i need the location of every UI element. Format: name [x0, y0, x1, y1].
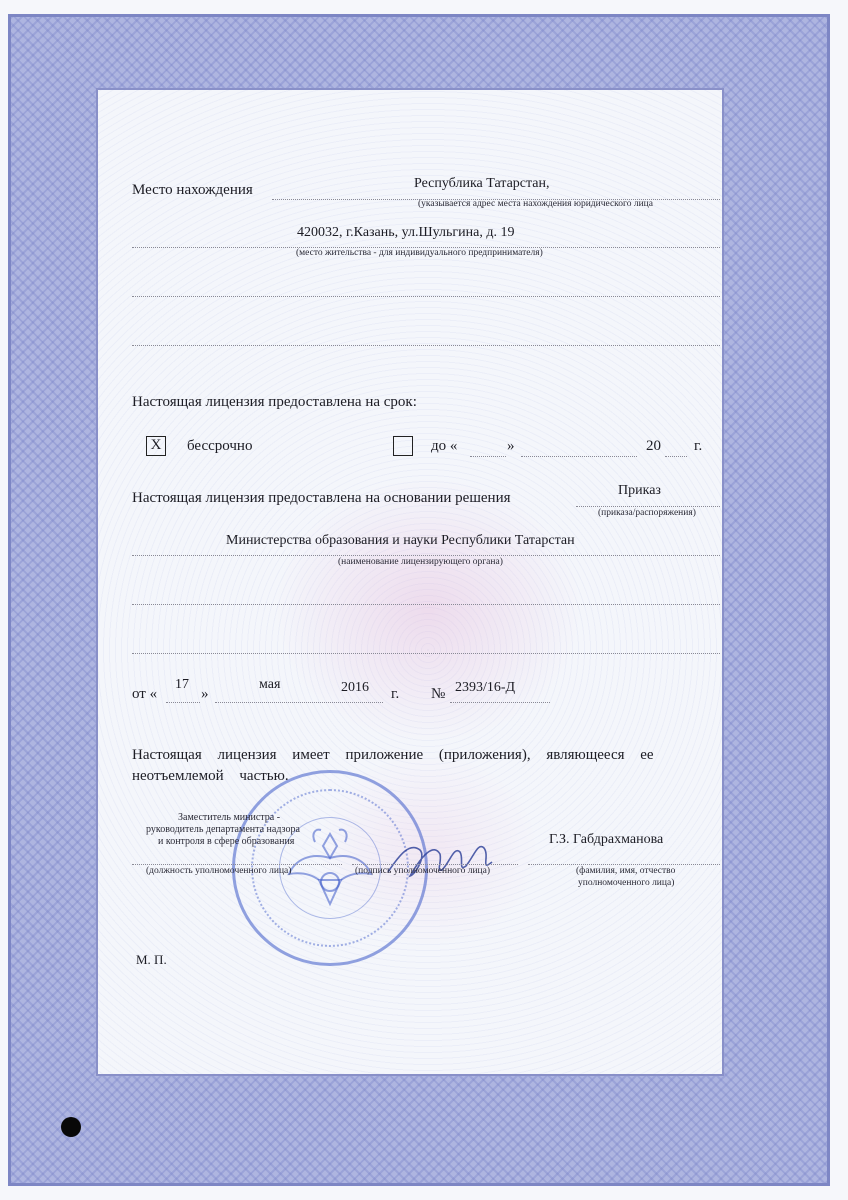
basis-doc-line [576, 506, 720, 507]
date-day: 17 [175, 677, 189, 692]
until-year-line [665, 456, 687, 457]
basis-authority-caption: (наименование лицензирующего органа) [338, 557, 503, 567]
date-month: мая [259, 677, 281, 692]
until-month-line [521, 456, 637, 457]
basis-authority-line [132, 555, 720, 556]
blank-line-4 [132, 653, 720, 654]
unlimited-label: бессрочно [187, 438, 253, 454]
decision-number-line [450, 702, 550, 703]
date-close-quote: » [201, 686, 209, 702]
punch-hole [61, 1117, 81, 1137]
date-year: 2016 [341, 680, 369, 695]
date-day-line [166, 702, 200, 703]
name-line [528, 864, 720, 865]
location-caption-2: (место жительства - для индивидуального предпринимателя) [296, 248, 543, 258]
unlimited-checkbox: X [146, 436, 166, 456]
location-address: 420032, г.Казань, ул.Шульгина, д. 19 [297, 225, 515, 240]
basis-doc-caption: (приказа/распоряжения) [598, 508, 696, 518]
blank-line-2 [132, 345, 720, 346]
signature-caption: (подпись уполномоченного лица) [355, 866, 491, 876]
number-sign: № [431, 686, 446, 702]
signature-line [352, 864, 518, 865]
decision-number: 2393/16-Д [455, 680, 516, 695]
basis-doc-type: Приказ [618, 483, 661, 498]
until-prefix: до « [431, 438, 458, 454]
blank-line-3 [132, 604, 720, 605]
until-checkbox [393, 436, 413, 456]
until-year-prefix: 20 [646, 438, 661, 454]
name-caption-line-2: уполномоченного лица) [578, 878, 675, 888]
basis-label: Настоящая лицензия предоставлена на основании решения [132, 490, 511, 506]
until-day-line [470, 456, 506, 457]
term-label: Настоящая лицензия предоставлена на срок: [132, 394, 417, 410]
location-caption-1: (указывается адрес места нахождения юридического лица [418, 199, 653, 209]
date-year-suffix: г. [391, 686, 400, 702]
seal-place-label: М. П. [136, 952, 167, 967]
appendix-text-line-2: неотъемлемой частью. [132, 768, 289, 784]
position-caption: (должность уполномоченного лица) [146, 866, 292, 876]
position-line-3: и контроля в сфере образования [158, 836, 295, 847]
position-line-2: руководитель департамента надзора [146, 824, 300, 835]
position-line-1: Заместитель министра - [178, 812, 281, 823]
blank-line-1 [132, 296, 720, 297]
location-region: Республика Татарстан, [414, 176, 550, 191]
basis-authority: Министерства образования и науки Республики Татарстан [226, 533, 575, 548]
name-caption-line-1: (фамилия, имя, отчество [576, 866, 676, 876]
until-year-suffix: г. [694, 438, 703, 454]
appendix-text-line-1: Настоящая лицензия имеет приложение (приложения), являющееся ее [132, 747, 654, 763]
signatory-name: Г.З. Габдрахманова [549, 832, 664, 847]
date-month-line [215, 702, 383, 703]
until-close-quote: » [507, 438, 515, 454]
location-label: Место нахождения [132, 182, 253, 198]
date-prefix: от « [132, 686, 158, 702]
position-line [132, 864, 342, 865]
